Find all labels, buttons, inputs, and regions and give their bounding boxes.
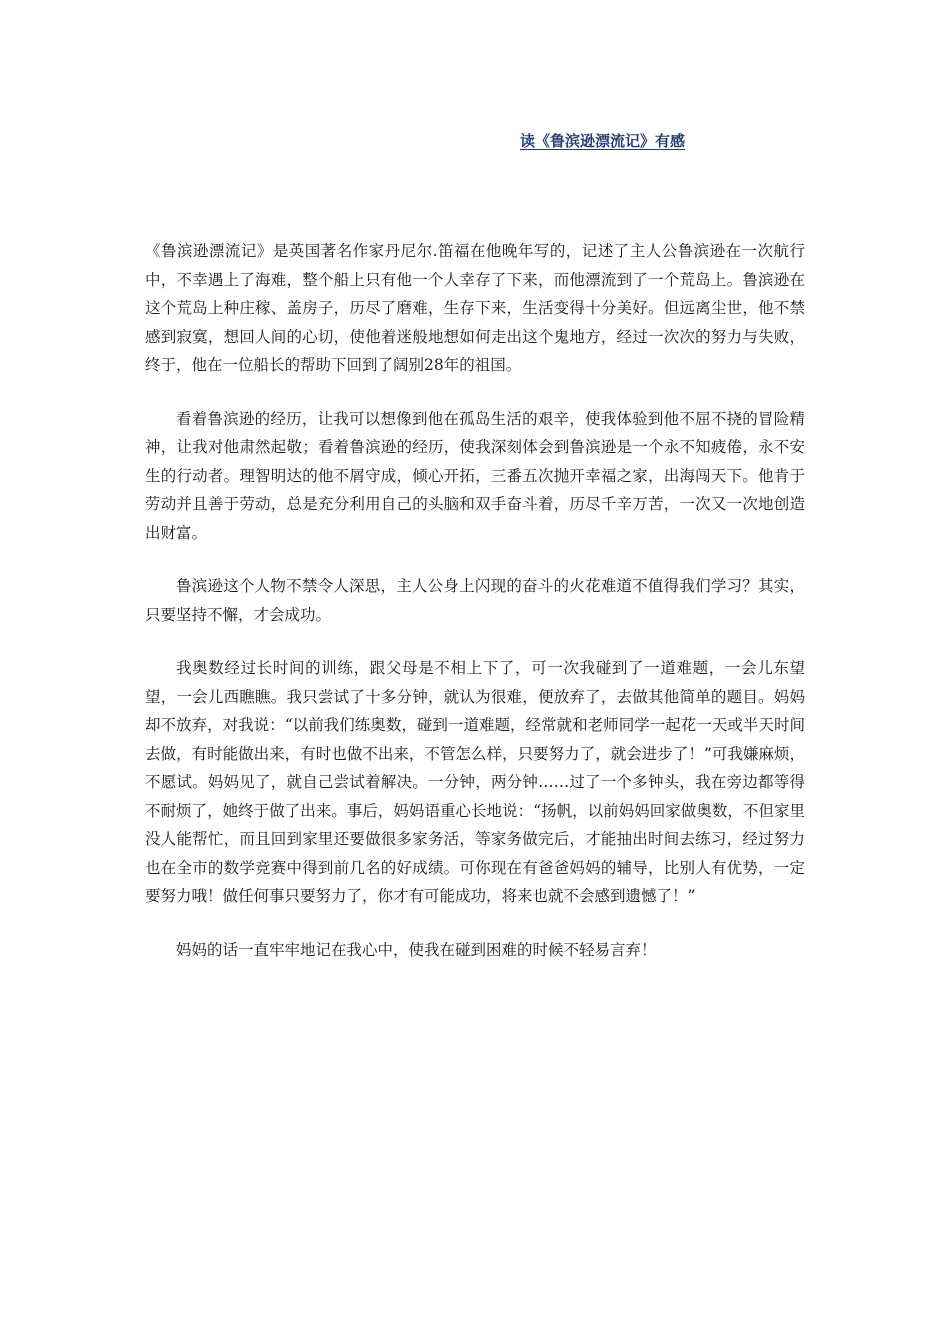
paragraph-conclusion: 妈妈的话一直牢牢地记在我心中，使我在碰到困难的时候不轻易言弃！ [176, 940, 657, 959]
paragraph-reflection: 看着鲁滨逊的经历，让我可以想像到他在孤岛生活的艰辛，使我体验到他不屈不挠的冒险精神，让我对他肃然起敬；看着鲁滨逊的经历，使我深刻体会到鲁滨逊是一个永不知疲倦，永不安生的行动者。理智明达的他不屑守成，倾心开拓，三番五次抛开幸福之家，出海闯天下。他肯于劳动并且善于劳动，总是充分利用自己的头脑和双手奋斗着，历尽千辛万苦，一次又一次地创造出财富。 [145, 409, 805, 542]
paragraph-lesson: 鲁滨逊这个人物不禁令人深思，主人公身上闪现的奋斗的火花难道不值得我们学习？其实，只要坚持不懈，才会成功。 [145, 577, 805, 624]
paragraph-story: 我奥数经过长时间的训练，跟父母是不相上下了，可一次我碰到了一道难题，一会儿东望望，一会儿西瞧瞧。我只尝试了十多分钟，就认为很难，便放弃了，去做其他简单的题目。妈妈却不放弃，对我说：“以前我们练奥数，碰到一道难题，经常就和老师同学一起花一天或半天时间去做，有时能做出来，有时也做不出来，不管怎么样，只要努力了，就会进步了！”可我嫌麻烦，不愿试。妈妈见了，就自己尝试着解决。一分钟，两分钟……过了一个多钟头，我在旁边都等得不耐烦了，她终于做了出来。事后，妈妈语重心长地说：“扬帆，以前妈妈回家做奥数，不但家里没人能帮忙，而且回到家里还要做很多家务活，等家务做完后，才能抽出时间去练习，经过努力也在全市的数学竞赛中得到前几名的好成绩。可你现在有爸爸妈妈的辅导，比别人有优势，一定要努力哦！做任何事只要努力了，你才有可能成功，将来也就不会感到遗憾了！” [145, 659, 805, 905]
document-title[interactable]: 读《鲁滨逊漂流记》有感 [520, 132, 686, 150]
paragraph-intro: 《鲁滨逊漂流记》是英国著名作家丹尼尔.笛福在他晚年写的，记述了主人公鲁滨逊在一次航行中，不幸遇上了海难，整个船上只有他一个人幸存了下来，而他漂流到了一个荒岛上。鲁滨逊在这个荒岛上种庄稼、盖房子，历尽了磨难，生存下来，生活变得十分美好。但远离尘世，他不禁感到寂寞，想回人间的心切，使他着迷般地想如何走出这个鬼地方，经过一次次的努力与失败，终于，他在一位船长的帮助下回到了阔别28年的祖国。 [145, 242, 805, 374]
document-body [145, 237, 805, 989]
